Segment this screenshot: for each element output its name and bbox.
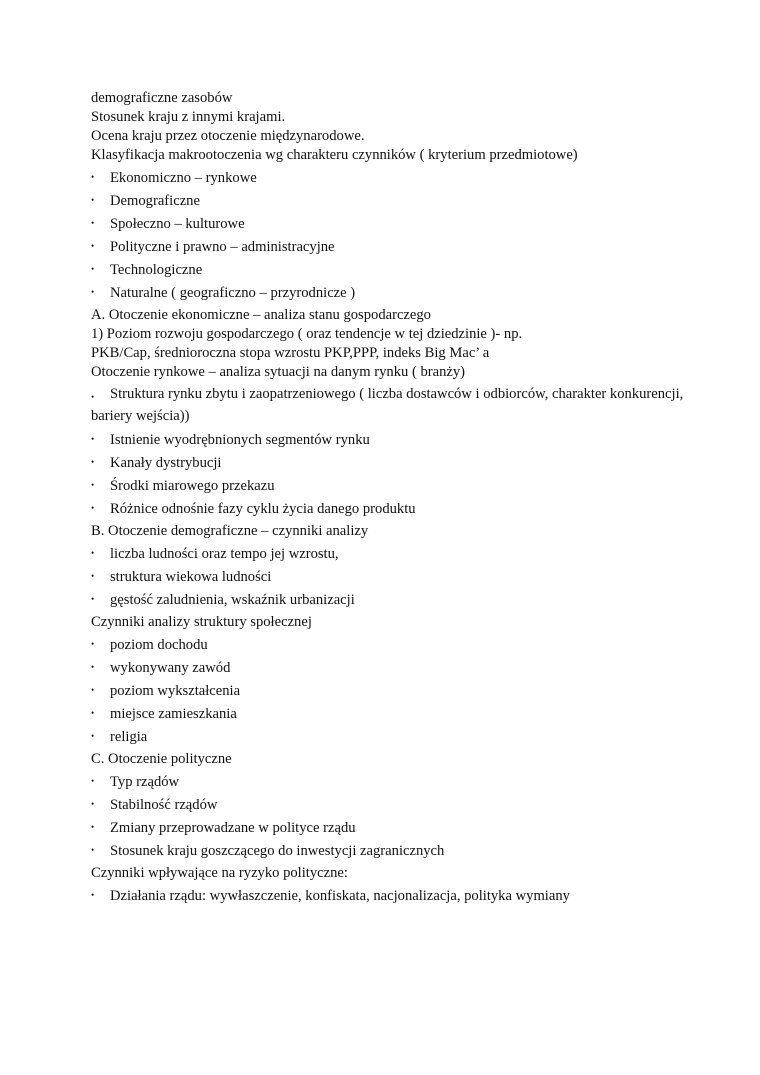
list-item: • Stosunek kraju goszczącego do inwestycji zagranicznych	[91, 842, 711, 861]
list-item: • wykonywany zawód	[91, 659, 711, 678]
social-structure-heading: Czynniki analizy struktury społecznej	[91, 614, 312, 630]
document-page	[91, 89, 711, 909]
section-a-text: PKB/Cap, średnioroczna stopa wzrostu PKP,PPP, indeks Big Mac’ a	[91, 345, 490, 361]
list-item: • miejsce zamieszkania	[91, 705, 711, 724]
list-item: • Ekonomiczno – rynkowe	[91, 169, 711, 188]
risk-list	[91, 887, 711, 906]
section-a-text: 1) Poziom rozwoju gospodarczego ( oraz tendencje w tej dziedzinie )- np.	[91, 326, 523, 342]
demographic-list	[91, 545, 711, 610]
list-item: • Różnice odnośnie fazy cyklu życia danego produktu	[91, 500, 711, 519]
list-item: • religia	[91, 728, 711, 747]
classification-list	[91, 169, 711, 303]
classification-heading: Klasyfikacja makrootoczenia wg charakteru czynników ( kryterium przedmiotowe)	[91, 147, 578, 163]
list-item: • Społeczno – kulturowe	[91, 215, 711, 234]
social-list	[91, 636, 711, 747]
section-c-heading: C. Otoczenie polityczne	[91, 751, 232, 767]
section-a-heading: A. Otoczenie ekonomiczne – analiza stanu gospodarczego	[91, 307, 431, 323]
section-b-heading: B. Otoczenie demograficzne – czynniki analizy	[91, 523, 369, 539]
intro-line: Ocena kraju przez otoczenie międzynarodowe.	[91, 128, 365, 144]
list-item: • struktura wiekowa ludności	[91, 568, 711, 587]
list-item: • Polityczne i prawno – administracyjne	[91, 238, 711, 257]
list-item: • Struktura rynku zbytu i zaopatrzeniowego ( liczba dostawców i odbiorców, charakter konkurencji, bariery wejścia))	[91, 383, 711, 427]
intro-line: demograficzne zasobów	[91, 90, 233, 106]
political-risk-heading: Czynniki wpływające na ryzyko polityczne:	[91, 865, 348, 881]
list-item: • Stabilność rządów	[91, 796, 711, 815]
intro-line: Stosunek kraju z innymi krajami.	[91, 109, 286, 125]
political-list	[91, 773, 711, 861]
market-list	[91, 383, 711, 519]
list-item: • poziom wykształcenia	[91, 682, 711, 701]
list-item: • gęstość zaludnienia, wskaźnik urbanizacji	[91, 591, 711, 610]
list-item: • Istnienie wyodrębnionych segmentów rynku	[91, 431, 711, 450]
list-item: • Działania rządu: wywłaszczenie, konfiskata, nacjonalizacja, polityka wymiany	[91, 887, 711, 906]
list-item: • Zmiany przeprowadzane w polityce rządu	[91, 819, 711, 838]
market-heading: Otoczenie rynkowe – analiza sytuacji na danym rynku ( branży)	[91, 364, 466, 380]
list-item: • Technologiczne	[91, 261, 711, 280]
list-item: • liczba ludności oraz tempo jej wzrostu,	[91, 545, 711, 564]
list-item: • Typ rządów	[91, 773, 711, 792]
list-item: • poziom dochodu	[91, 636, 711, 655]
list-item: • Naturalne ( geograficzno – przyrodnicze )	[91, 284, 711, 303]
list-item: • Środki miarowego przekazu	[91, 477, 711, 496]
list-item: • Demograficzne	[91, 192, 711, 211]
list-item: • Kanały dystrybucji	[91, 454, 711, 473]
